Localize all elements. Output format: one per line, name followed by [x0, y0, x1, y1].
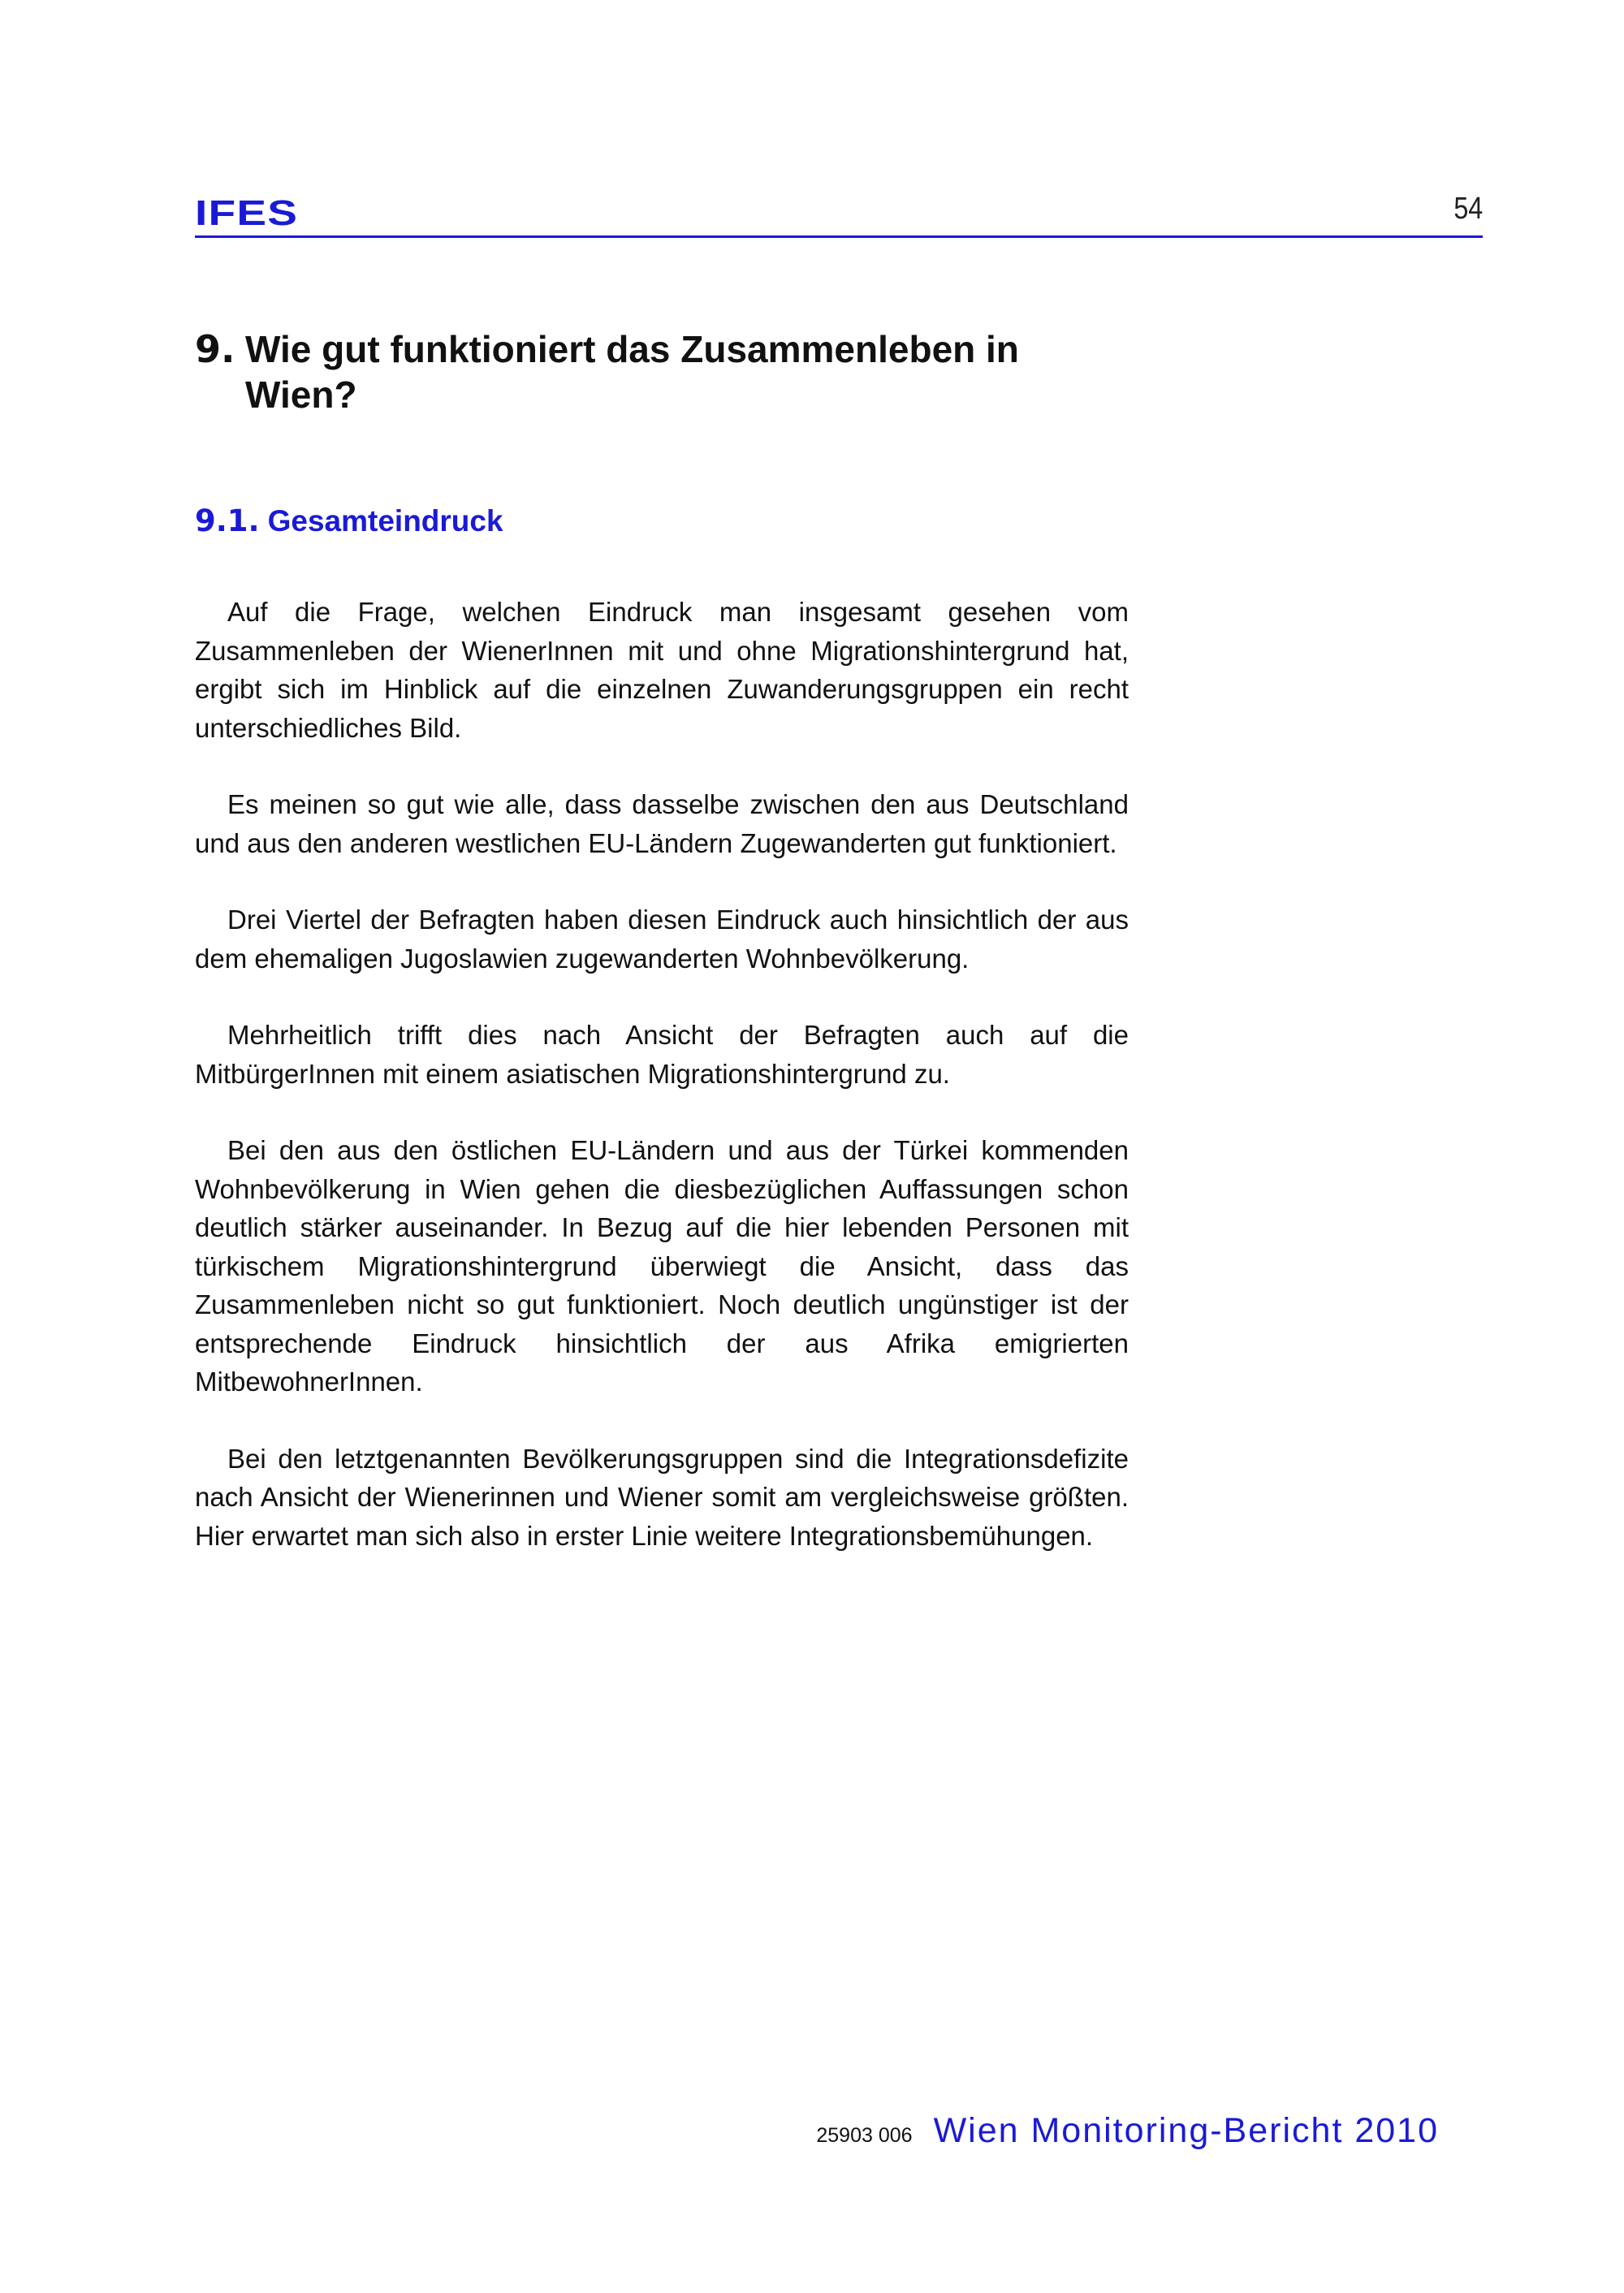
paragraph: Drei Viertel der Befragten haben diesen Eindruck auch hinsichtlich der aus dem ehemaligen Jugoslawien zugewanderten Wohnbevölkerung. [195, 905, 1129, 974]
page-footer [816, 2111, 1439, 2151]
chapter-heading [195, 326, 1169, 417]
body-text [195, 593, 1129, 1593]
section-number: 9.1. [195, 503, 260, 538]
section-heading [195, 503, 503, 538]
chapter-title: Wie gut funktioniert das Zusammenleben in Wien? [245, 328, 1019, 416]
report-code: 25903 006 [816, 2124, 913, 2147]
chapter-number: 9. [195, 327, 235, 371]
page-header [195, 192, 1483, 238]
paragraph: Bei den aus den östlichen EU-Ländern und aus der Türkei kommenden Wohnbevölkerung in Wien gehen die diesbezüglichen Auffassungen schon deutlich stärker auseinander. In Bezug auf die hier lebenden Personen mit türkischem Migrationshintergrund überwiegt die Ansicht, dass das Zusammenleben nicht so gut funktioniert. Noch deutlich ungünstiger ist der entsprechende Eindruck hinsichtlich der aus Afrika emigrierten MitbewohnerInnen. [195, 1135, 1129, 1397]
paragraph: Bei den letztgenannten Bevölkerungsgruppen sind die Integrationsdefizite nach Ansicht der Wienerinnen und Wiener somit am vergleichsweise größten. Hier erwartet man sich also in erster Linie weitere Integrationsbemühungen. [195, 1443, 1129, 1551]
paragraph: Auf die Frage, welchen Eindruck man insgesamt gesehen vom Zusammenleben der WienerInnen mit und ohne Migrationshintergrund hat, ergibt sich im Hinblick auf die einzelnen Zuwanderungsgruppen ein recht unterschiedliches Bild. [195, 597, 1129, 743]
paragraph: Mehrheitlich trifft dies nach Ansicht der Befragten auch auf die MitbürgerInnen mit einem asiatischen Migrationshintergrund zu. [195, 1020, 1129, 1089]
section-title: Gesamteindruck [267, 504, 503, 538]
page-number: 54 [1453, 192, 1483, 226]
paragraph: Es meinen so gut wie alle, dass dasselbe zwischen den aus Deutschland und aus den anderen westlichen EU-Ländern Zugewanderten gut funktioniert. [195, 789, 1129, 858]
report-title: Wien Monitoring-Bericht 2010 [933, 2111, 1439, 2150]
ifes-logo: IFES [195, 193, 299, 233]
